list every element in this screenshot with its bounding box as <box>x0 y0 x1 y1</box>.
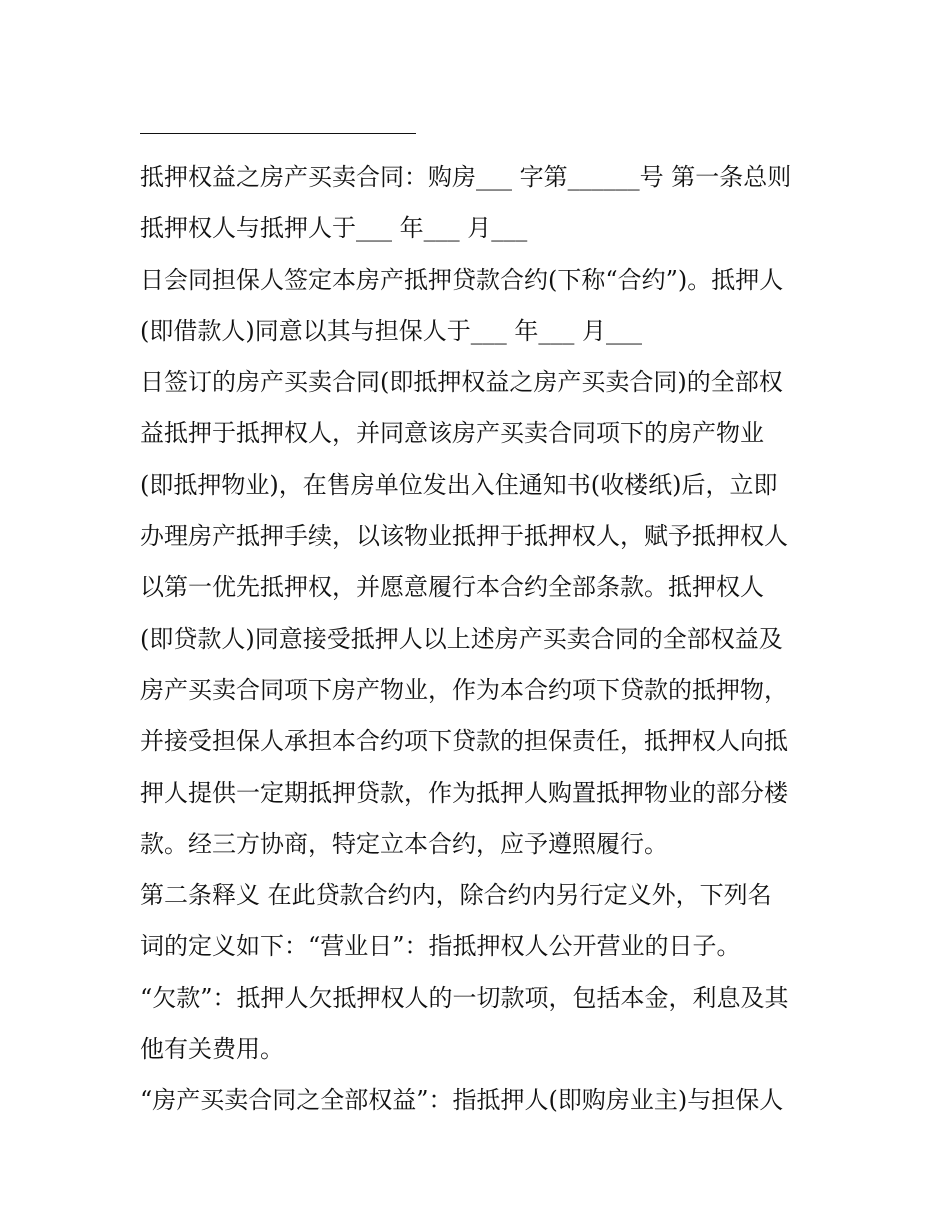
header-rule <box>140 133 416 134</box>
text-line-3: 日会同担保人签定本房产抵押贷款合约(下称“合约”)。抵押人 <box>140 265 784 294</box>
text-line-13: 押人提供一定期抵押贷款，作为抵押人购置抵押物业的部分楼 <box>140 778 788 807</box>
text-line-9: 以第一优先抵押权，并愿意履行本合约全部条款。抵押权人 <box>140 573 764 602</box>
text-line-11: 房产买卖合同项下房产物业，作为本合约项下贷款的抵押物， <box>140 675 788 704</box>
text-line-12: 并接受担保人承担本合约项下贷款的担保责任，抵押权人向抵 <box>140 727 788 756</box>
text-line-19: “房产买卖合同之全部权益”：指抵押人(即购房业主)与担保人 <box>140 1086 784 1115</box>
text-line-1: 抵押权益之房产买卖合同：购房___ 字第______号 第一条总则 <box>140 163 792 191</box>
text-line-14: 款。经三方协商，特定立本合约，应予遵照履行。 <box>140 829 668 858</box>
contract-body <box>140 152 840 1127</box>
text-line-5: 日签订的房产买卖合同(即抵押权益之房产买卖合同)的全部权 <box>140 368 783 397</box>
text-line-18: 他有关费用。 <box>140 1035 284 1064</box>
text-line-16: 词的定义如下：“营业日”：指抵押权人公开营业的日子。 <box>140 932 741 961</box>
text-line-15: 第二条释义 在此贷款合约内，除合约内另行定义外，下列名 <box>140 881 772 910</box>
text-line-10: (即贷款人)同意接受抵押人以上述房产买卖合同的全部权益及 <box>140 624 783 653</box>
text-line-6: 益抵押于抵押权人，并同意该房产买卖合同项下的房产物业 <box>140 419 764 448</box>
text-line-7: (即抵押物业)，在售房单位发出入住通知书(收楼纸)后，立即 <box>140 470 778 499</box>
text-line-2: 抵押权人与抵押人于___ 年___ 月___ <box>140 214 528 243</box>
text-line-8: 办理房产抵押手续，以该物业抵押于抵押权人，赋予抵押权人 <box>140 522 788 551</box>
text-line-17: “欠款”：抵押人欠抵押权人的一切款项，包括本金，利息及其 <box>140 983 789 1012</box>
text-line-4: (即借款人)同意以其与担保人于___ 年___ 月___ <box>140 316 642 345</box>
